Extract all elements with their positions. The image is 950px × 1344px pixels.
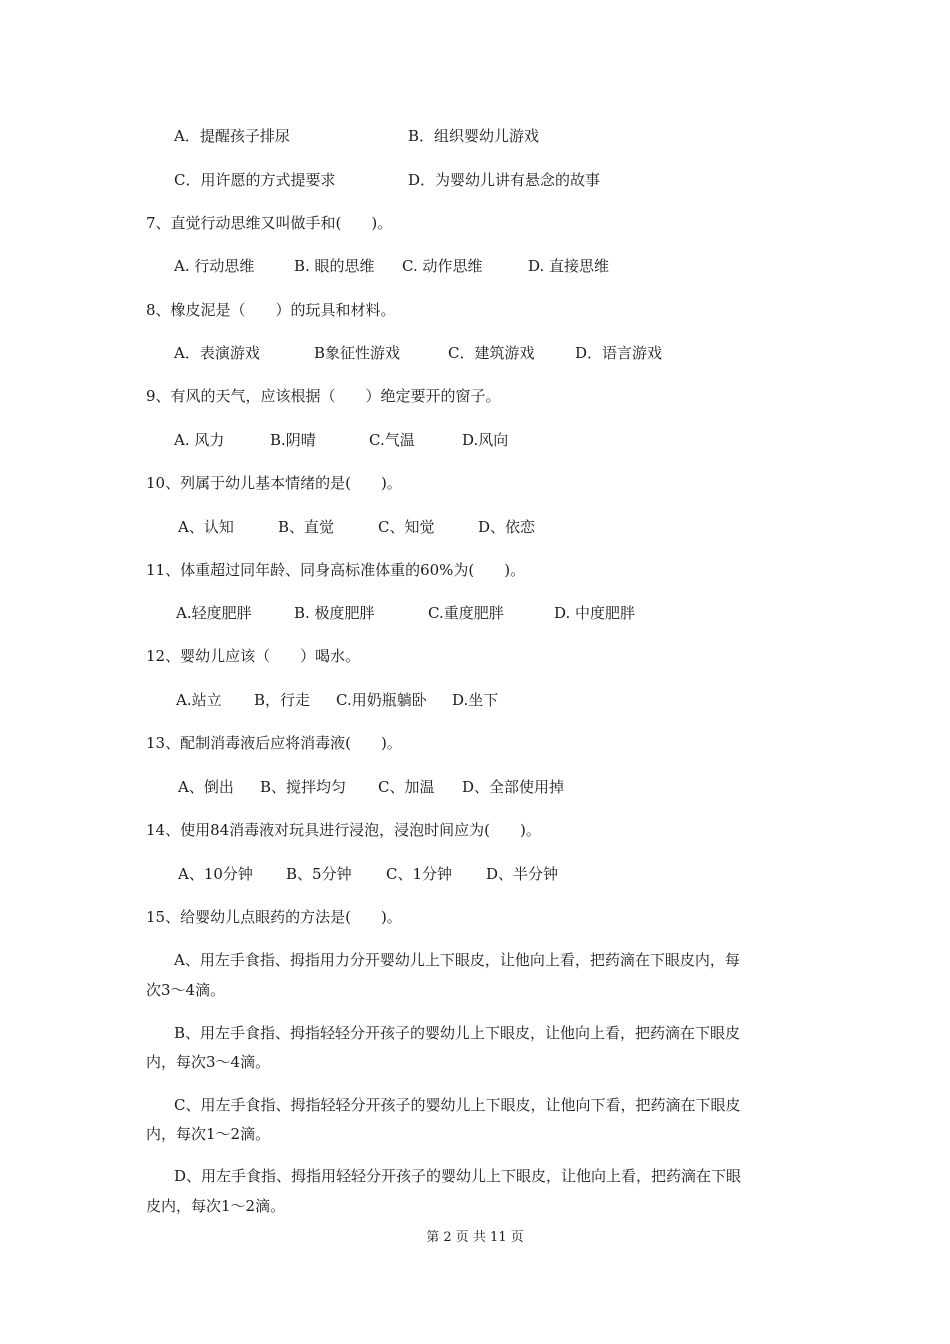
q13-option-c: C、加温 [378,778,435,796]
q7-option-a: A. 行动思维 [174,257,255,275]
question-13-stem: 13、配制消毒液后应将消毒液( )。 [146,734,402,752]
q11-option-b: B. 极度肥胖 [294,604,375,622]
q11-option-c: C.重度肥胖 [428,604,504,622]
q15-option-b-line2: 内，每次3～4滴。 [146,1053,271,1071]
q12-option-d: D.坐下 [452,691,499,709]
q7-option-b: B. 眼的思维 [294,257,375,275]
q7-option-c: C. 动作思维 [402,257,483,275]
q14-option-b: B、5分钟 [286,865,352,883]
q9-option-d: D.风向 [462,431,509,449]
q14-option-c: C、1分钟 [386,865,453,883]
q6-option-c: C．用许愿的方式提要求 [174,171,336,189]
q11-option-d: D. 中度肥胖 [554,604,636,622]
question-9-stem: 9、有风的天气，应该根据（ ）绝定要开的窗子。 [146,387,501,405]
q13-option-a: A、倒出 [178,778,234,796]
q10-option-c: C、知觉 [378,518,435,536]
q15-option-d-line2: 皮内，每次1～2滴。 [146,1197,286,1215]
q15-option-a-line1: A、用左手食指、拇指用力分开婴幼儿上下眼皮，让他向上看，把药滴在下眼皮内，每 [174,951,740,969]
question-12-stem: 12、婴幼儿应该（ ）喝水。 [146,647,361,665]
question-7-stem: 7、直觉行动思维又叫做手和( )。 [146,214,393,232]
q8-option-b: B象征性游戏 [314,344,401,362]
q6-option-b: B．组织婴幼儿游戏 [408,127,540,145]
q14-option-d: D、半分钟 [486,865,559,883]
q9-option-a: A. 风力 [174,431,225,449]
q12-option-b: B，行走 [254,691,311,709]
q15-option-d-line1: D、用左手食指、拇指用轻轻分开孩子的婴幼儿上下眼皮，让他向上看，把药滴在下眼 [174,1167,742,1185]
question-15-stem: 15、给婴幼儿点眼药的方法是( )。 [146,908,402,926]
q14-option-a: A、10分钟 [178,865,253,883]
question-14-stem: 14、使用84消毒液对玩具进行浸泡，浸泡时间应为( )。 [146,821,541,839]
page-number-footer: 第 2 页 共 11 页 [426,1230,524,1245]
q10-option-b: B、直觉 [278,518,335,536]
q8-option-c: C．建筑游戏 [448,344,535,362]
q9-option-b: B.阴晴 [270,431,316,449]
question-10-stem: 10、列属于幼儿基本情绪的是( )。 [146,474,402,492]
q15-option-b-line1: B、用左手食指、拇指轻轻分开孩子的婴幼儿上下眼皮，让他向上看，把药滴在下眼皮 [174,1024,741,1042]
question-8-stem: 8、橡皮泥是（ ）的玩具和材料。 [146,301,396,319]
q13-option-d: D、全部使用掉 [462,778,565,796]
q13-option-b: B、搅拌均匀 [260,778,347,796]
q12-option-a: A.站立 [176,691,222,709]
q11-option-a: A.轻度肥胖 [176,604,252,622]
q12-option-c: C.用奶瓶躺卧 [336,691,427,709]
q6-option-d: D．为婴幼儿讲有悬念的故事 [408,171,601,189]
q8-option-a: A．表演游戏 [174,344,260,362]
q10-option-d: D、依恋 [478,518,536,536]
question-11-stem: 11、体重超过同年龄、同身高标准体重的60%为( )。 [146,561,526,579]
q15-option-c-line1: C、用左手食指、拇指轻轻分开孩子的婴幼儿上下眼皮，让他向下看，把药滴在下眼皮 [174,1096,741,1114]
q8-option-d: D．语言游戏 [575,344,663,362]
q7-option-d: D. 直接思维 [528,257,610,275]
q10-option-a: A、认知 [178,518,234,536]
q6-option-a: A．提醒孩子排尿 [174,127,290,145]
q15-option-a-line2: 次3～4滴。 [146,981,226,999]
q15-option-c-line2: 内，每次1～2滴。 [146,1125,271,1143]
q9-option-c: C.气温 [369,431,415,449]
